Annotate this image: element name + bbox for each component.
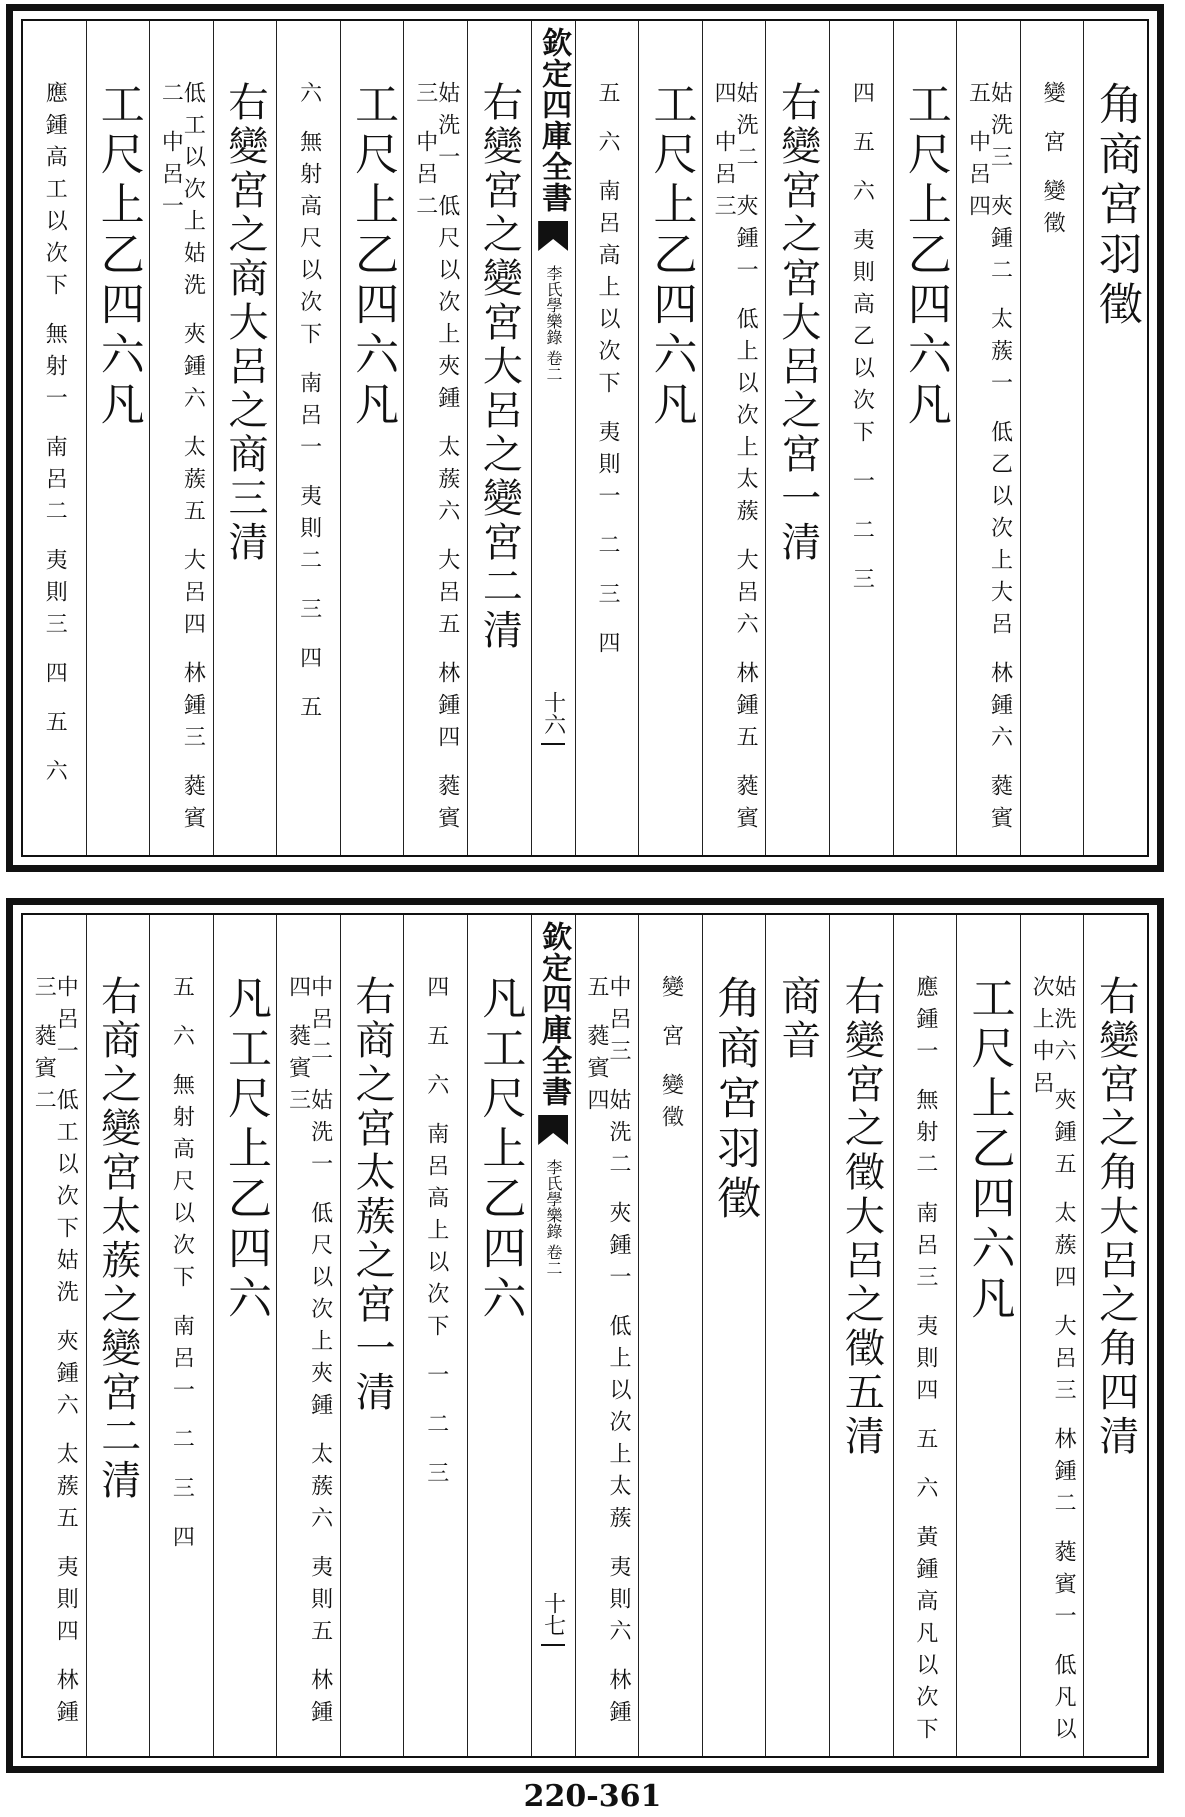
bottom-columns [23,915,1147,1756]
leaf-number: 十七 [540,1592,566,1636]
pitch-column: 四 五 六 夷則高乙以次下 一 二 三 [829,21,893,855]
top-columns [23,21,1147,855]
text-column: 角商宮羽徵 [702,915,766,1756]
fish-tail-mark-icon [538,1115,568,1145]
pitch-column: 五 六 南呂高上以次下 夷則一 二 三 四 [575,21,639,855]
notation-column: 工尺上乙四六凡 [956,915,1020,1756]
annotation-column: 變 宮 變徵 [1020,21,1084,855]
source-title: 李氏學樂錄 卷二 [543,265,563,383]
pitch-column: 姑洗三 夾鍾二 太蔟一 低乙以次上大呂 林鍾六 蕤賓五 中呂四 [956,21,1020,855]
source-title: 李氏學樂錄 卷二 [543,1159,563,1277]
section-heading: 商音 [765,915,829,1756]
center-gutter [531,915,575,1756]
pitch-column: 應鍾高工以次下 無射一 南呂二 夷則三 四 五 六 [42,81,68,791]
notation-column: 凡工尺上乙四六 [213,915,277,1756]
caption-column: 右變宮之徵大呂之徵五清 [829,915,893,1756]
top-page-frame [6,4,1164,872]
center-gutter [531,21,575,855]
caption-column: 右變宮之商大呂之商三清 [213,21,277,855]
caption-column: 右商之變宮太蔟之變宮二清 [86,915,150,1756]
notation-column: 工尺上乙四六凡 [893,21,957,855]
pitch-column: 低工以次上姑洗 夾鍾六 太蔟五 大呂四 林鍾三 蕤賓二 中呂一 [149,21,213,855]
notation-column: 工尺上乙四六凡 [340,21,404,855]
page-number: 220-361 [523,1779,662,1814]
pitch-column: 姑洗一 低尺以次上夾鍾 太蔟六 大呂五 林鍾四 蕤賓三 中呂二 [403,21,467,855]
pitch-column: 中呂三 姑洗二 夾鍾一 低上以次上太蔟 夷則六 林鍾五 蕤賓四 [575,915,639,1756]
pitch-column: 中呂二 姑洗一 低尺以次上夾鍾 太蔟六 夷則五 林鍾四 蕤賓三 [276,915,340,1756]
caption-column: 右變宮之角大呂之角四清 [1083,915,1147,1756]
notation-column: 凡工尺上乙四六 [467,915,531,1756]
pitch-column: 六 無射高尺以次下 南呂一 夷則二 三 四 五 [276,21,340,855]
divider [541,1644,565,1646]
pitch-column: 五 六 無射高尺以次下 南呂一 二 三 四 [149,915,213,1756]
pitch-column: 四 五 六 南呂高上以次下 一 二 三 [403,915,467,1756]
caption-column: 右變宮之變宮大呂之變宮二清 [467,21,531,855]
pitch-column: 中呂一 低工以次下姑洗 夾鍾六 太蔟五 夷則四 林鍾三 蕤賓二 [31,975,79,1732]
caption-column: 右商之宮太蔟之宮一清 [340,915,404,1756]
divider [541,743,565,745]
pitch-column: 姑洗六 夾鍾五 太蔟四 大呂三 林鍾二 蕤賓一 低凡以次上中呂 [1020,915,1084,1756]
book-title: 欽定四庫全書 [536,921,572,1107]
notation-column: 工尺上乙四六凡 [86,21,150,855]
annotation-column: 變 宮 變徵 [638,915,702,1756]
pitch-column: 姑洗二 夾鍾一 低上以次上太蔟 大呂六 林鍾五 蕤賓四 中呂三 [702,21,766,855]
leaf-number: 十六 [540,691,566,735]
bottom-page-frame [6,898,1164,1773]
notation-column: 工尺上乙四六凡 [638,21,702,855]
fish-tail-mark-icon [538,221,568,251]
pitch-column: 應鍾一 無射二 南呂三 夷則四 五 六 黃鍾高凡以次下 [893,915,957,1756]
book-title: 欽定四庫全書 [536,27,572,213]
caption-column: 右變宮之宮大呂之宮一清 [765,21,829,855]
text-column: 角商宮羽徵 [1083,21,1147,855]
